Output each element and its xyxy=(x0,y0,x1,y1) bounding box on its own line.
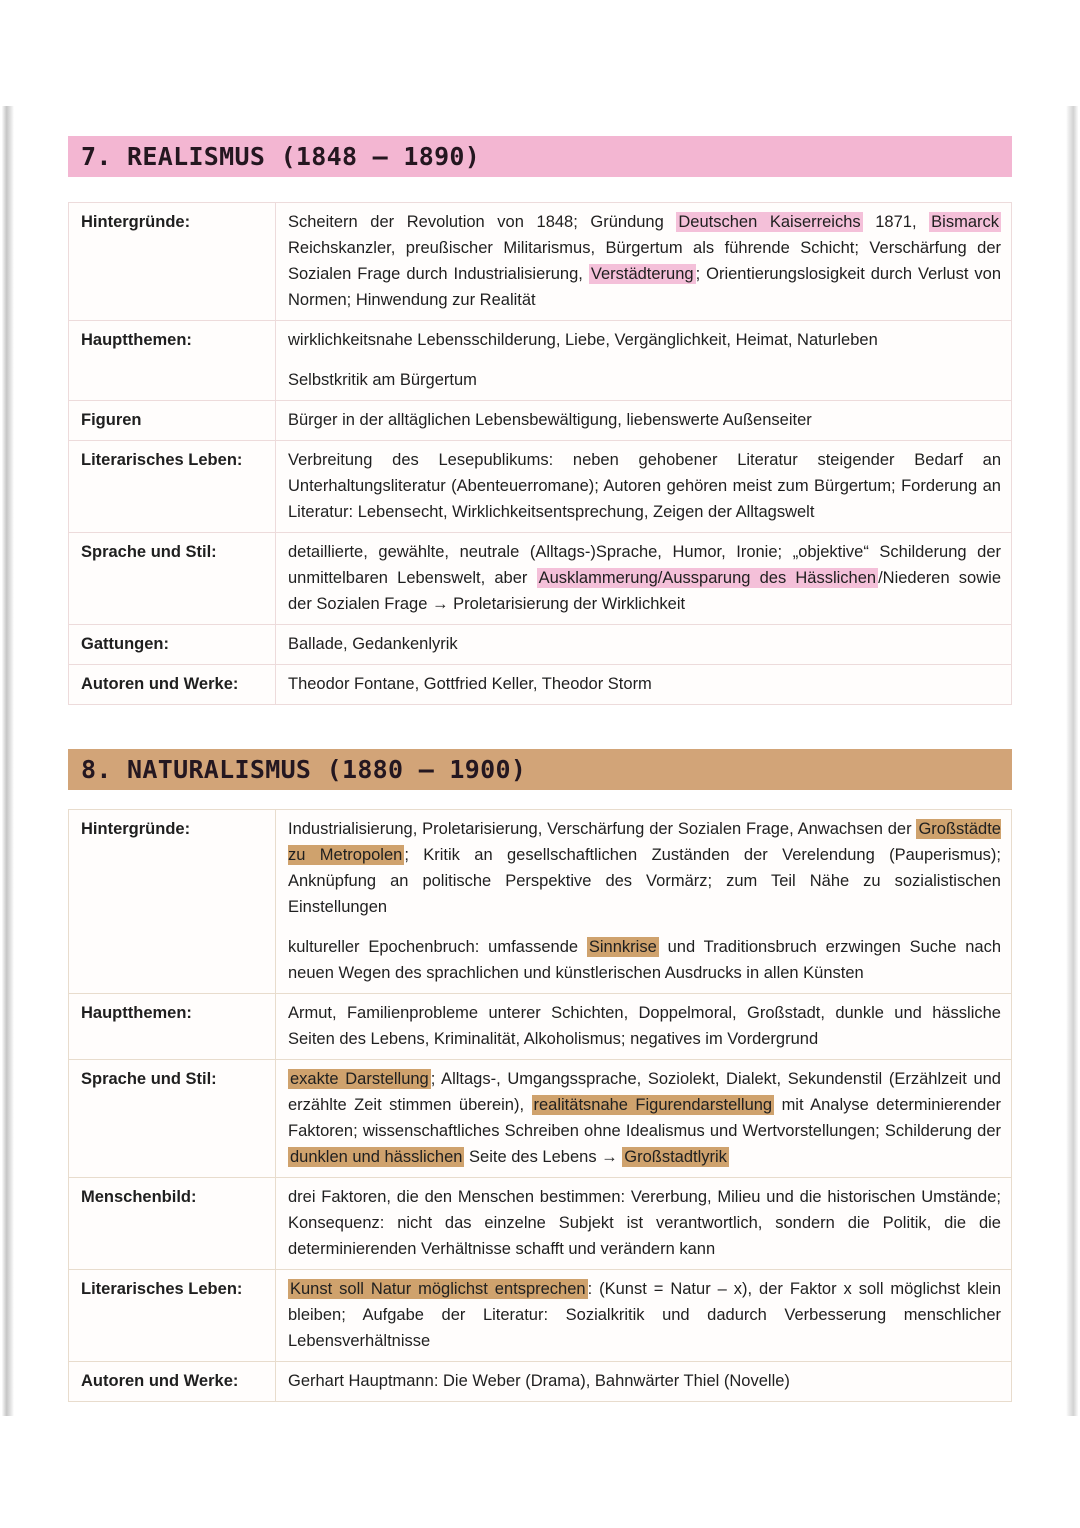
section-realismus xyxy=(68,136,1012,705)
text-run: /Niederen sowie der Sozialen Frage → Proletarisierung der Wirklichkeit xyxy=(288,569,1001,613)
table-row xyxy=(69,533,1012,625)
paragraph xyxy=(288,539,1001,617)
row-content xyxy=(276,810,1012,994)
highlighted-text: Ausklammerung/Aussparung des Hässlichen xyxy=(538,569,877,587)
table-row xyxy=(69,1178,1012,1270)
paragraph xyxy=(288,816,1001,920)
row-content xyxy=(276,994,1012,1060)
text-run: Gerhart Hauptmann: Die Weber (Drama), Bahnwärter Thiel (Novelle) xyxy=(288,1372,790,1390)
text-run: ; Orientierungslosigkeit durch Verlust von Normen; Hinwendung zur Realität xyxy=(288,265,1002,309)
text-run: ; Kritik an gesellschaftlichen Zuständen der Verelendung (Pauperismus); Anknüpfung an politische Perspektive des Vormärz; zum Teil Nähe zu sozialistischen Einstellungen xyxy=(288,846,1001,916)
highlighted-text: Kunst soll Natur möglichst entsprechen xyxy=(290,1280,586,1298)
highlighted-text: Verstädterung xyxy=(590,265,694,283)
paragraph xyxy=(288,631,1001,657)
row-label: Gattungen: xyxy=(69,625,276,665)
table-row xyxy=(69,994,1012,1060)
text-run: ; Alltags-, Umgangssprache, Soziolekt, Dialekt, Sekundenstil (Erzählzeit und erzählte Zeit stimmen überein), xyxy=(288,1070,1001,1114)
row-content xyxy=(276,1178,1012,1270)
text-run: Verbreitung des Lesepublikums: neben gehobener Literatur steigender Bedarf an Unterhaltungsliteratur (Abenteuerromane); Autoren gehören meist zum Bürgertum; Forderung an Literatur: Lebensecht, Wirklichkeitsentsprechung, Zeigen der Alltagswelt xyxy=(288,451,1001,521)
naturalismus-table xyxy=(68,809,1012,1402)
text-run: kultureller Epochenbruch: umfassende xyxy=(288,938,587,956)
highlighted-text: realitätsnahe Figurendarstellung xyxy=(533,1096,773,1114)
table-row xyxy=(69,401,1012,441)
row-label: Figuren xyxy=(69,401,276,441)
notes-content xyxy=(68,136,1012,1402)
highlighted-text: exakte Darstellung xyxy=(290,1070,429,1088)
text-run: Selbstkritik am Bürgertum xyxy=(288,371,477,389)
text-run: Reichskanzler, preußischer Militarismus, Bürgertum als führende Schicht; Verschärfung der Sozialen Frage durch Industrialisierung, xyxy=(288,239,1001,283)
table-row xyxy=(69,625,1012,665)
row-content xyxy=(276,401,1012,441)
text-run: drei Faktoren, die den Menschen bestimmen: Vererbung, Milieu und die historischen Umstände; Konsequenz: nicht das einzelne Subjekt ist verantwortlich, sondern die Politik, die die determinierenden Verhältnisse schafft und verändern kann xyxy=(288,1188,1001,1258)
row-label: Hauptthemen: xyxy=(69,994,276,1060)
paragraph xyxy=(288,327,1001,353)
page-edge-shadow-right xyxy=(1066,106,1078,1416)
highlighted-text: Großstädte zu Metropolen xyxy=(288,820,1001,864)
text-run: : (Kunst = Natur – x), der Faktor x soll möglichst klein bleiben; Aufgabe der Literatur: Sozialkritik und dadurch Verbesserung menschlicher Lebensverhältnisse xyxy=(288,1280,1001,1350)
row-label: Autoren und Werke: xyxy=(69,1362,276,1402)
row-content xyxy=(276,321,1012,401)
table-row xyxy=(69,1270,1012,1362)
highlighted-text: Bismarck xyxy=(931,213,999,231)
paragraph xyxy=(288,1368,1001,1394)
highlighted-text: Großstadtlyrik xyxy=(624,1148,727,1166)
paragraph xyxy=(288,934,1001,986)
realismus-table xyxy=(68,202,1012,705)
row-content xyxy=(276,441,1012,533)
table-row xyxy=(69,665,1012,705)
text-run: Industrialisierung, Proletarisierung, Verschärfung der Sozialen Frage, Anwachsen der xyxy=(288,820,917,838)
row-label: Hintergründe: xyxy=(69,810,276,994)
row-content xyxy=(276,665,1012,705)
text-run: Seite des Lebens → xyxy=(464,1148,623,1166)
table-row xyxy=(69,1362,1012,1402)
paragraph xyxy=(288,1000,1001,1052)
row-label: Sprache und Stil: xyxy=(69,1060,276,1178)
highlighted-text: dunklen und hässlichen xyxy=(290,1148,463,1166)
paragraph xyxy=(288,209,1001,313)
text-run: und Traditionsbruch erzwingen Suche nach neuen Wegen des sprachlichen und künstlerischen Ausdrucks in allen Künsten xyxy=(288,938,1001,982)
row-label: Literarisches Leben: xyxy=(69,1270,276,1362)
text-run: wirklichkeitsnahe Lebensschilderung, Liebe, Vergänglichkeit, Heimat, Naturleben xyxy=(288,331,878,349)
paragraph xyxy=(288,1276,1001,1354)
text-run: detaillierte, gewählte, neutrale (Alltags-)Sprache, Humor, Ironie; „objektive“ Schilderung der unmittelbaren Lebenswelt, aber xyxy=(288,543,1001,587)
row-content xyxy=(276,1270,1012,1362)
page-edge-shadow-left xyxy=(2,106,14,1416)
row-label: Hintergründe: xyxy=(69,203,276,321)
paragraph xyxy=(288,671,1001,697)
text-run: Scheitern der Revolution von 1848; Gründung xyxy=(288,213,677,231)
row-label: Menschenbild: xyxy=(69,1178,276,1270)
row-label: Hauptthemen: xyxy=(69,321,276,401)
paragraph xyxy=(288,367,1001,393)
section-naturalismus xyxy=(68,749,1012,1402)
table-row xyxy=(69,321,1012,401)
row-content xyxy=(276,533,1012,625)
text-run: Ballade, Gedankenlyrik xyxy=(288,635,458,653)
paragraph xyxy=(288,1066,1001,1170)
section-title-naturalismus: 8. NATURALISMUS (1880 – 1900) xyxy=(68,749,1012,790)
section-title-realismus: 7. REALISMUS (1848 – 1890) xyxy=(68,136,1012,177)
text-run: Armut, Familienprobleme unterer Schichten, Doppelmoral, Großstadt, dunkle und hässliche Seiten des Lebens, Kriminalität, Alkoholismus; negatives im Vordergrund xyxy=(288,1004,1001,1048)
table-row xyxy=(69,203,1012,321)
table-row xyxy=(69,810,1012,994)
row-content xyxy=(276,625,1012,665)
text-run: mit Analyse determinierender Faktoren; wissenschaftliches Schreiben ohne Idealismus und Wertvorstellungen; Schilderung der xyxy=(288,1096,1001,1140)
highlighted-text: Deutschen Kaiserreichs xyxy=(678,213,861,231)
row-content xyxy=(276,203,1012,321)
table-row xyxy=(69,441,1012,533)
text-run: Bürger in der alltäglichen Lebensbewältigung, liebenswerte Außenseiter xyxy=(288,411,812,429)
paragraph xyxy=(288,1184,1001,1262)
text-run: Theodor Fontane, Gottfried Keller, Theodor Storm xyxy=(288,675,652,693)
row-label: Literarisches Leben: xyxy=(69,441,276,533)
paragraph xyxy=(288,447,1001,525)
highlighted-text: Sinnkrise xyxy=(588,938,657,956)
paragraph xyxy=(288,407,1001,433)
row-label: Autoren und Werke: xyxy=(69,665,276,705)
table-row xyxy=(69,1060,1012,1178)
row-content xyxy=(276,1060,1012,1178)
row-label: Sprache und Stil: xyxy=(69,533,276,625)
row-content xyxy=(276,1362,1012,1402)
text-run: 1871, xyxy=(862,213,930,231)
